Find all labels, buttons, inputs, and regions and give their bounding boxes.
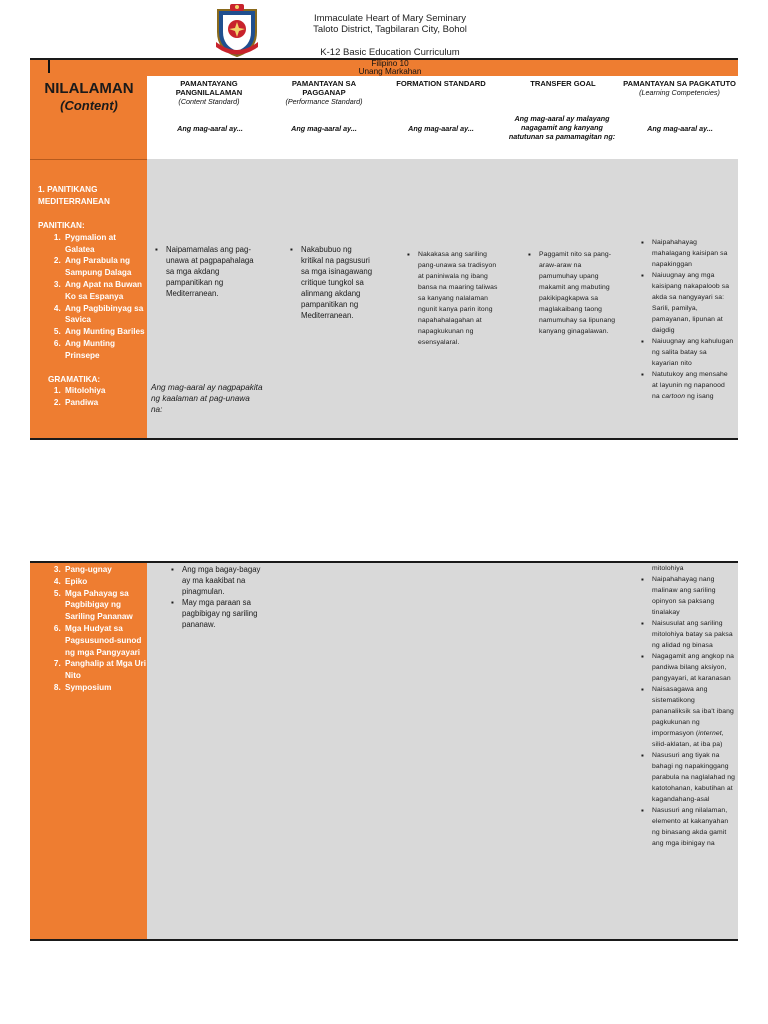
competencies-cell-2	[638, 563, 735, 939]
list-item: ▪ Nakakasa ang sariling pang-unawa sa tradisyon at paniniwala ng ibang bansa na maaring taliwas sa kanyang nalalaman ngunit kanya parin itong napahahalagahan at napagkukunan ng esensyalaral.	[418, 249, 502, 348]
list-item: ▪ Naipamamalas ang pag-unawa at pagpapahalaga sa mga akdang pampanitikan ng Mediterranean.	[166, 244, 262, 299]
gramatika-heading: GRAMATIKA:	[48, 374, 101, 384]
col-header-formation-standard: FORMATION STANDARD	[396, 79, 486, 88]
list-item: 3. Pang-ugnay	[63, 564, 146, 576]
col-header-content-standard: PAMANTAYANG PANGNILALAMAN (Content Standard)	[175, 79, 243, 106]
list-item	[652, 684, 735, 750]
list-item: ▪ Naipahahayag nang malinaw ang sariling opinyon sa paksang tinalakay	[652, 574, 735, 618]
school-address: Taloto District, Tagbilaran City, Bohol	[313, 24, 467, 35]
stem-content: Ang mag-aaral ay...	[177, 124, 243, 133]
list-item: 7. Panghalip at Mga Uri Nito	[63, 658, 146, 682]
nilalaman-heading	[34, 80, 144, 115]
competency-extra: Sarili, pamilya, pamayanan, lipunan at daigdig	[652, 305, 723, 334]
list-item: 1. Mitolohiya	[63, 385, 146, 397]
curriculum-title: K-12 Basic Education Curriculum	[320, 47, 460, 58]
content-standard-cell	[152, 244, 262, 299]
transfer-goal-cell	[525, 249, 618, 337]
col-header-learning-competencies: PAMANTAYAN SA PAGKATUTO (Learning Competencies)	[623, 79, 736, 97]
competency-italic: internet,	[698, 730, 724, 737]
topic-heading: 1. PANITIKANG MEDITERRANEAN	[38, 185, 110, 206]
gramatika-list	[38, 385, 146, 409]
table-bottom-rule-2	[30, 939, 738, 941]
list-item: 2. Pandiwa	[63, 397, 146, 409]
content-label: (Content)	[60, 98, 118, 113]
content-divider	[30, 159, 147, 160]
stem-competencies: Ang mag-aaral ay...	[647, 124, 713, 133]
competency-continued: mitolohiya	[652, 565, 684, 572]
panitikan-heading: PANITIKAN:	[38, 221, 85, 230]
stem-formation: Ang mag-aaral ay...	[408, 124, 474, 133]
list-item: 5. Ang Munting Bariles	[63, 326, 146, 338]
competency-text: Naisasagawa ang sistematikong pananaliksik sa iba't ibang pagkukunan ng impormasyon	[652, 686, 734, 737]
competency-italic: cartoon	[661, 393, 686, 400]
list-item	[652, 270, 734, 336]
list-item: ▪ Naisusulat ang sariling mitolohiya batay sa paksa ng alidad ng binasa	[652, 618, 735, 651]
content-list	[38, 184, 146, 409]
list-item: ▪ Naiuugnay ang kahulugan ng salita batay sa kayarian nito	[652, 336, 734, 369]
col-header-performance-standard: PAMANTAYAN SA PAGGANAP (Performance Standard)	[285, 79, 363, 106]
list-item	[652, 369, 734, 402]
performance-standard-cell	[287, 244, 375, 321]
subject-title: Filipino 10	[371, 59, 409, 68]
gramatika-list-continued	[38, 564, 146, 694]
competency-paren: (	[695, 730, 699, 737]
stem-transfer: Ang mag-aaral ay malayang nagagamit ang kanyang natutunan sa pamamagitan ng:	[508, 114, 616, 141]
list-item: ▪ Ang mga bagay-bagay ay ma kaakibat na pinagmulan.	[182, 564, 264, 597]
list-item: 4. Epiko	[63, 576, 146, 588]
content-list-2	[38, 564, 146, 694]
competency-tail: silid-aklatan, at iba pa)	[652, 741, 723, 748]
formation-standard-cell	[404, 249, 502, 348]
competencies-cell-1	[638, 237, 734, 437]
list-item: ▪ Nasusuri ang tiyak na bahagi ng napakinggang parabula na naglalahad ng katotohanan, kabutihan at kagandahang-asal	[652, 750, 735, 805]
panitikan-list	[38, 232, 146, 362]
list-item: 3. Ang Apat na Buwan Ko sa Espanya	[63, 279, 146, 303]
school-name: Immaculate Heart of Mary Seminary	[313, 13, 467, 24]
list-item: ▪ May mga paraan sa pagbibigay ng sariling pananaw.	[182, 597, 264, 630]
list-item: ▪ Nagagamit ang angkop na pandiwa bilang aksiyon, pangyayari, at karanasan	[652, 651, 735, 684]
competency-tail: ng isang	[687, 393, 714, 400]
table-bottom-rule-1	[30, 438, 738, 440]
nilalaman-label: NILALAMAN	[44, 80, 134, 97]
stem-performance: Ang mag-aaral ay...	[291, 124, 357, 133]
pag-unawa-note: Ang mag-aaral ay nagpapakita ng kaalaman at pag-unawa na:	[151, 383, 263, 414]
list-item: 6. Mga Hudyat sa Pagsusunod-sunod ng mga Pangyayari	[63, 623, 146, 658]
list-item: 6. Ang Munting Prinsepe	[63, 338, 146, 362]
list-item: ▪ Nakabubuo ng kritikal na pagsusuri sa mga isinagawang critique tungkol sa alinmang akdang pampanitikan ng Mediterranean.	[301, 244, 375, 321]
list-item: 5. Mga Pahayag sa Pagbibigay ng Sariling Pananaw	[63, 588, 146, 623]
list-item: 8. Symposium	[63, 682, 146, 694]
list-item: ▪ Naipahahayag mahalagang kaisipan sa napakinggan	[652, 237, 734, 270]
table-mark	[48, 60, 50, 73]
list-item: ▪ Paggamit nito sa pang-araw-araw na pamumuhay upang makamit ang mabuting pakikipagkapwa sa maglakaibang taong namumuhay sa lipunang kanyang ginagalawan.	[539, 249, 618, 337]
list-item: 2. Ang Parabula ng Sampung Dalaga	[63, 255, 146, 279]
list-item: 4. Ang Pagbibinyag sa Savica	[63, 303, 146, 327]
col-header-transfer-goal: TRANSFER GOAL	[530, 79, 596, 88]
quarter-title: Unang Markahan	[358, 68, 422, 76]
competency-text: Natutukoy ang mensahe at layunin ng napanood na	[652, 371, 728, 400]
list-item: 1. Pygmalion at Galatea	[63, 232, 146, 256]
list-item: ▪ Nasusuri ang nilalaman, elemento at kakanyahan ng binasang akda gamit ang mga ibinigay na	[652, 805, 735, 849]
competency-text: Naiuugnay ang mga kaisipang nakapaloob sa akda sa nangyayari sa:	[652, 272, 730, 301]
content-standard-cell-2	[168, 564, 264, 630]
